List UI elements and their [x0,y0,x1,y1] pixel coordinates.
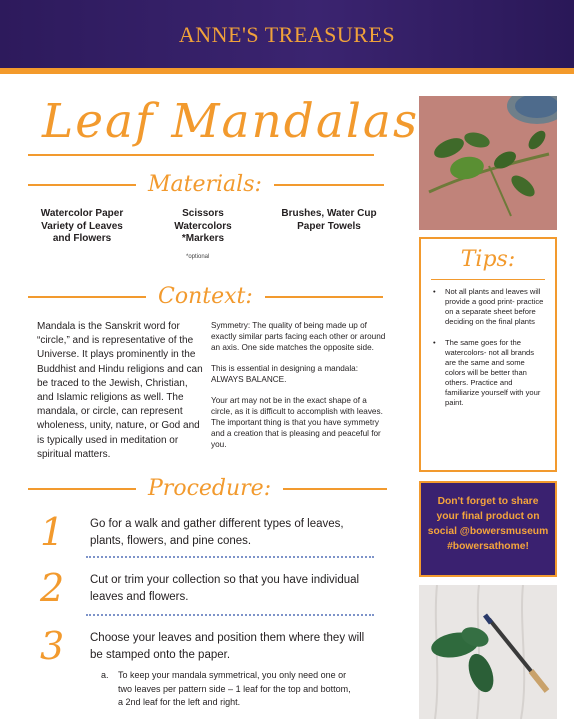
social-callout [419,481,557,577]
material-item: Scissors [182,208,224,219]
step-3 [40,626,375,666]
tips-heading: Tips: [460,247,516,272]
context-paragraph: Your art may not be in the exact shape of a circle, as it is difficult to accomplish with leaves. The important thing is that you have symmetry and a creation that is pleasing and peaceful for you. [211,396,383,449]
context-right-column [211,320,389,460]
title-underline [28,154,374,156]
step-number: 2 [40,566,65,610]
procedure-heading [28,476,387,501]
step-1 [40,512,375,552]
header-banner [0,0,574,68]
material-item: Paper Towels [297,220,361,232]
subitem-letter: a. [101,670,109,680]
tips-box [419,237,557,472]
heading-line-left [28,296,146,298]
context-left-paragraph: Mandala is the Sanskrit word for “circle,” and is representative of the Universe. It plays prominently in the Buddhist and Hindu religions and can be traced to the Jewish, Christian, and Islamic religions as well. The mandala, or circle, can represent wholeness, unity, nature, or God and is typically used in meditation or spiritual matters. [37,321,203,460]
subitem-text: To keep your mandala symmetrical, you only need one or two leaves per pattern side – 1 leaf for the top and bottom, a 2nd leaf for the left and right. [118,670,351,707]
step-number: 1 [40,510,65,554]
heading-line-left [28,488,136,490]
step-text: Cut or trim your collection so that you have individual leaves and flowers. [90,574,360,603]
tip-item: • The same goes for the watercolors- not all brands are the same and some colors will be better than others. Practice and familiarize yourself with your paint. [433,338,545,408]
material-item: Brushes, Water Cup [281,208,377,219]
header-title: ANNE'S TREASURES [178,22,396,47]
tips-list [433,287,545,419]
material-item: and Flowers [52,233,112,244]
step-divider [86,556,374,558]
leaves-on-fabric-image [419,96,557,230]
optional-note: *optional [186,254,210,260]
context-heading [28,284,383,309]
header-white-rule [0,74,574,76]
material-item: Watercolor Paper [40,208,124,219]
materials-heading [28,172,384,197]
context-paragraph: This is essential in designing a mandala: ALWAYS BALANCE. [211,364,359,384]
step-number: 3 [40,624,65,668]
materials-column-3 [270,208,388,233]
step-text: Go for a walk and gather different types of leaves, plants, flowers, and pine cones. [90,518,344,547]
material-item: Watercolors [174,220,232,232]
context-paragraph: Symmetry: The quality of being made up of exactly similar parts facing each other or around an axis. One side matches the opposite side. [211,321,386,352]
page-title: Leaf Mandalas [42,94,420,149]
step-2 [40,568,375,608]
painted-leaf-stamp-image [419,585,557,719]
heading-line-right [283,488,387,490]
social-text: Don't forget to share your final product on social @bowersmuseum #bowersathome! [427,496,549,552]
step-divider [86,614,374,616]
step-3-subitem [101,669,358,710]
heading-line-right [265,296,383,298]
heading-line-left [28,184,136,186]
procedure-heading-label: Procedure: [148,476,272,501]
context-heading-label: Context: [158,284,253,309]
material-item: Variety of Leaves [41,220,123,232]
heading-line-right [274,184,384,186]
materials-column-2 [158,208,248,246]
leaves-photo [419,96,557,230]
materials-column-1 [36,208,128,246]
tips-rule [431,279,545,280]
materials-heading-label: Materials: [148,172,262,197]
step-text: Choose your leaves and position them where they will be stamped onto the paper. [90,632,365,661]
leaf-painting-photo [419,585,557,719]
tip-item: • Not all plants and leaves will provide a good print- practice on a separate sheet before deciding on the final plants [433,287,545,327]
material-item: *Markers [181,233,225,244]
